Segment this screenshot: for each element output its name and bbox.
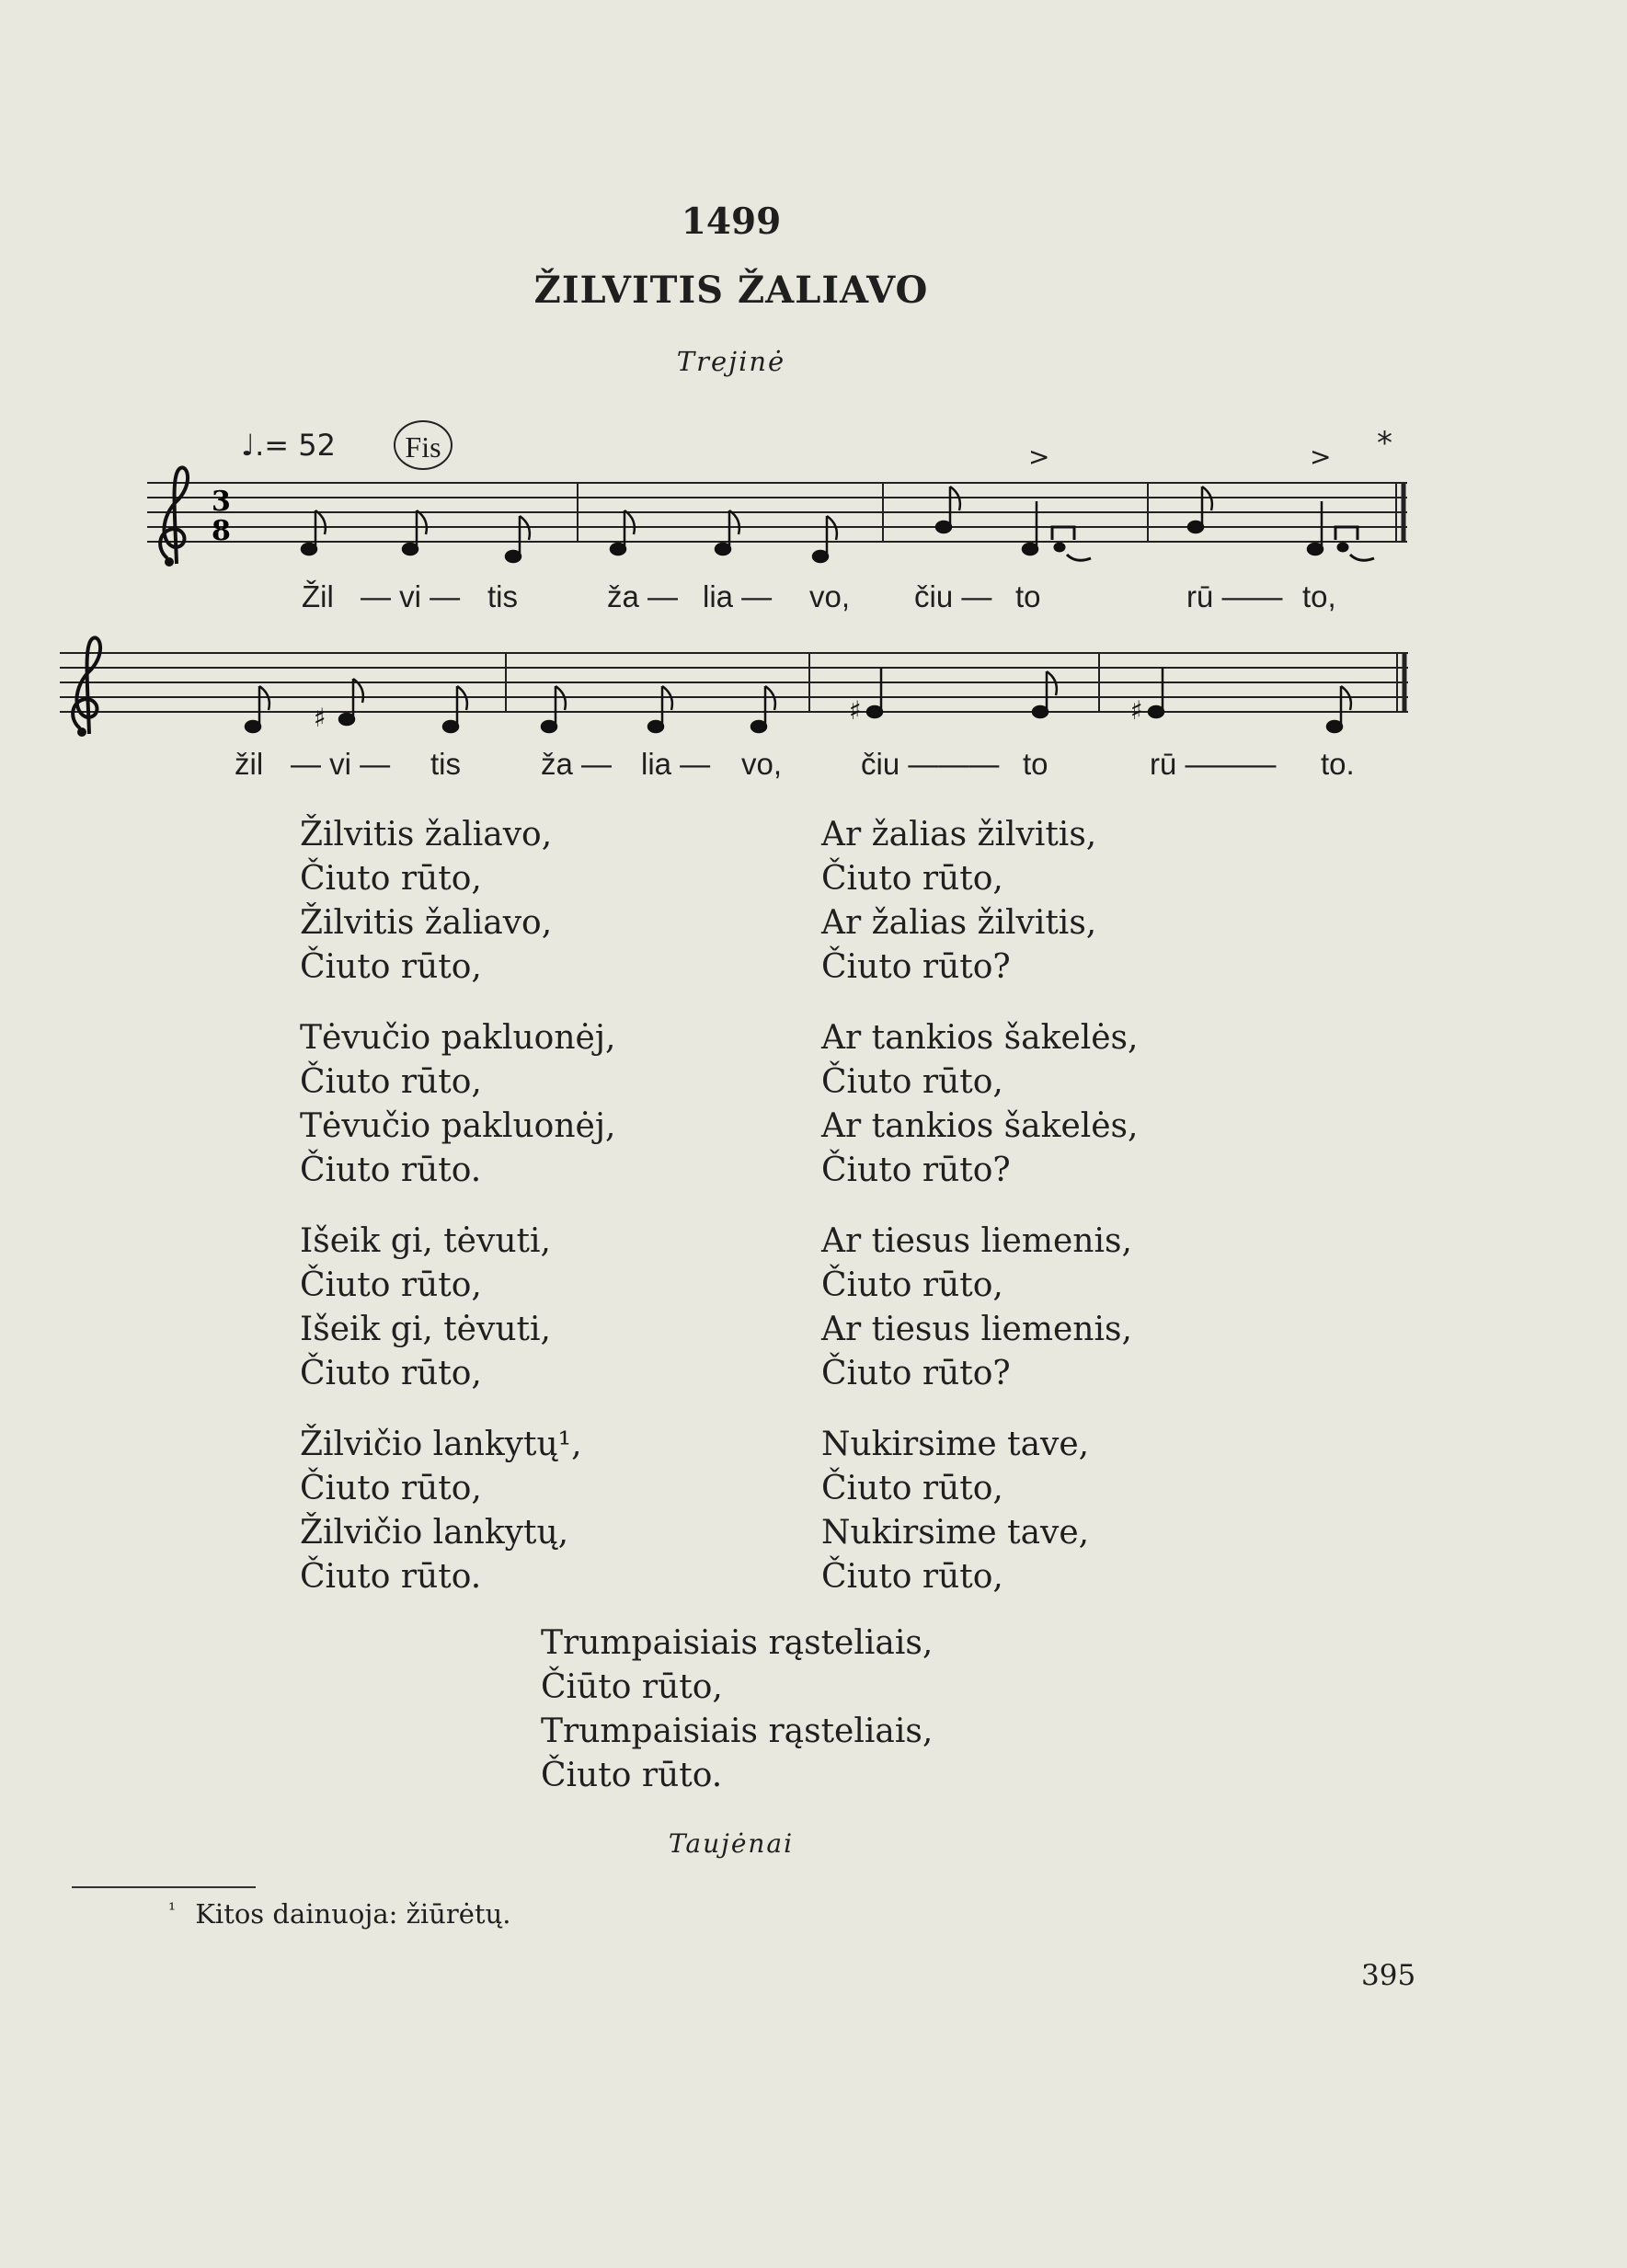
lyric-syllable: čiu —: [914, 579, 992, 613]
lyric-line: Čiuto rūto,: [821, 1266, 1003, 1304]
lyric-syllable: vo,: [809, 579, 851, 613]
lyric-line: Čiuto rūto,: [300, 1063, 482, 1101]
lyric-syllable: lia —: [703, 579, 773, 613]
lyric-line: Čiuto rūto,: [300, 860, 482, 898]
song-number: 1499: [681, 200, 782, 243]
notes: [246, 668, 1351, 733]
lyric-line: Trumpaisiais rąsteliais,: [541, 1712, 934, 1750]
asterisk-mark: *: [1377, 425, 1392, 462]
lyric-syllable: žil: [235, 747, 264, 781]
lyric-line: Žilvitis žaliavo,: [300, 904, 553, 942]
sharp-icon: ♯: [1130, 695, 1143, 726]
footnote-marker: ¹: [168, 1898, 177, 1920]
lyric-syllable: — vi —: [361, 579, 461, 613]
stanza: [821, 1423, 1138, 1599]
lyric-line: Trumpaisiais rąsteliais,: [541, 1624, 934, 1662]
footnote-divider: [72, 1886, 256, 1888]
lyric-syllable: — vi —: [291, 747, 391, 781]
stanza: [300, 1016, 615, 1193]
stanza: [300, 1220, 615, 1396]
song-subtitle: Trejinė: [676, 346, 786, 377]
lyric-syllable: tis: [487, 579, 518, 613]
note: [936, 521, 951, 533]
stanza: [821, 813, 1138, 990]
lyric-syllable: ža —: [541, 747, 613, 781]
lyric-syllable: čiu ———: [861, 747, 1000, 781]
note: [1033, 706, 1048, 717]
lyric-line: Čiuto rūto.: [541, 1757, 723, 1794]
accent-mark-2: >: [1310, 441, 1332, 472]
lyric-line: Čiuto rūto,: [300, 1355, 482, 1392]
lyric-line: Ar tankios šakelės,: [821, 1107, 1139, 1145]
staff-lines: [60, 653, 1408, 712]
lyric-line: Išeik gi, tėvuti,: [300, 1222, 551, 1260]
lyric-line: Čiuto rūto?: [821, 948, 1011, 986]
lyric-syllable: to,: [1302, 579, 1336, 613]
lyric-line: Čiuto rūto,: [821, 1558, 1003, 1596]
sharp-icon: ♯: [849, 695, 862, 726]
note: [813, 551, 828, 562]
lyric-line: Ar tiesus liemenis,: [821, 1311, 1132, 1348]
staff-lines: [147, 483, 1407, 542]
lyric-line: Žilvičio lankytų¹,: [300, 1426, 582, 1463]
note: [506, 551, 521, 562]
tempo-marking: ♩.= 52: [241, 428, 336, 463]
lyric-syllable: ža —: [607, 579, 679, 613]
footnote: [168, 1898, 510, 1930]
lyric-line: Ar žalias žilvitis,: [821, 816, 1097, 853]
note: [867, 706, 882, 717]
lyric-line: Čiūto rūto,: [541, 1668, 723, 1706]
lyric-line: Čiuto rūto?: [821, 1355, 1011, 1392]
lyric-line: Išeik gi, tėvuti,: [300, 1311, 551, 1348]
lyric-syllable: to.: [1321, 747, 1355, 781]
lyric-syllable: to: [1015, 579, 1041, 613]
lyrics-left-column: [300, 813, 615, 1626]
note: [1149, 706, 1163, 717]
note: [611, 544, 625, 555]
song-title: ŽILVITIS ŽALIAVO: [533, 269, 929, 312]
page-number: 395: [1361, 1959, 1416, 1992]
lyric-line: Čiuto rūto,: [300, 1266, 482, 1304]
note: [302, 544, 316, 555]
time-sig-bottom: 8: [212, 515, 231, 547]
note: [246, 721, 260, 732]
lyric-line: Žilvitis žaliavo,: [300, 816, 553, 853]
place-of-origin: Taujėnai: [668, 1828, 795, 1859]
note: [716, 544, 730, 555]
lyric-line: Ar žalias žilvitis,: [821, 904, 1097, 942]
lyric-syllable: vo,: [741, 747, 783, 781]
note: [443, 721, 458, 732]
lyric-syllable: tis: [430, 747, 461, 781]
grace-notes: [1052, 527, 1374, 560]
lyric-line: Tėvučio pakluonėj,: [300, 1019, 616, 1057]
lyric-line: Nukirsime tave,: [821, 1514, 1090, 1552]
music-staff-1: [147, 455, 1416, 584]
lyric-line: Čiuto rūto,: [821, 1063, 1003, 1101]
lyric-syllable: to: [1023, 747, 1048, 781]
lyric-syllable: lia —: [641, 747, 711, 781]
note: [1327, 721, 1342, 732]
lyrics-final-stanza: [541, 1621, 933, 1798]
stanza: [821, 1016, 1138, 1193]
note: [339, 714, 354, 725]
note: [1188, 521, 1203, 533]
note: [403, 544, 418, 555]
key-indicator: Fis: [394, 420, 453, 470]
time-sig-top: 3: [212, 486, 231, 518]
lyric-line: Ar tiesus liemenis,: [821, 1222, 1132, 1260]
lyric-syllable: Žil: [302, 579, 334, 613]
lyric-line: Čiuto rūto,: [300, 948, 482, 986]
lyric-line: Čiuto rūto?: [821, 1151, 1011, 1189]
lyrics-right-column: [821, 813, 1138, 1626]
lyric-line: Ar tankios šakelės,: [821, 1019, 1139, 1057]
lyric-line: Čiuto rūto.: [300, 1558, 482, 1596]
music-staff-2: [60, 625, 1421, 763]
lyric-line: Čiuto rūto,: [300, 1470, 482, 1507]
lyric-line: Čiuto rūto,: [821, 1470, 1003, 1507]
lyric-line: Nukirsime tave,: [821, 1426, 1090, 1463]
accent-mark-1: >: [1028, 441, 1050, 472]
footnote-text: Kitos dainuoja: žiūrėtų.: [195, 1898, 511, 1930]
lyric-line: Žilvičio lankytų,: [300, 1514, 569, 1552]
note: [1023, 544, 1037, 555]
stanza: [300, 813, 615, 990]
lyric-line: Tėvučio pakluonėj,: [300, 1107, 616, 1145]
lyric-line: Čiuto rūto,: [821, 860, 1003, 898]
stanza: [300, 1423, 615, 1599]
note: [542, 721, 556, 732]
note: [1308, 544, 1323, 555]
lyric-line: Čiuto rūto.: [300, 1151, 482, 1189]
lyric-syllable: rū ———: [1150, 747, 1277, 781]
note: [751, 721, 766, 732]
stanza: [821, 1220, 1138, 1396]
lyric-syllable: rū ——: [1186, 579, 1283, 613]
note: [648, 721, 663, 732]
sharp-icon: ♯: [314, 703, 327, 733]
